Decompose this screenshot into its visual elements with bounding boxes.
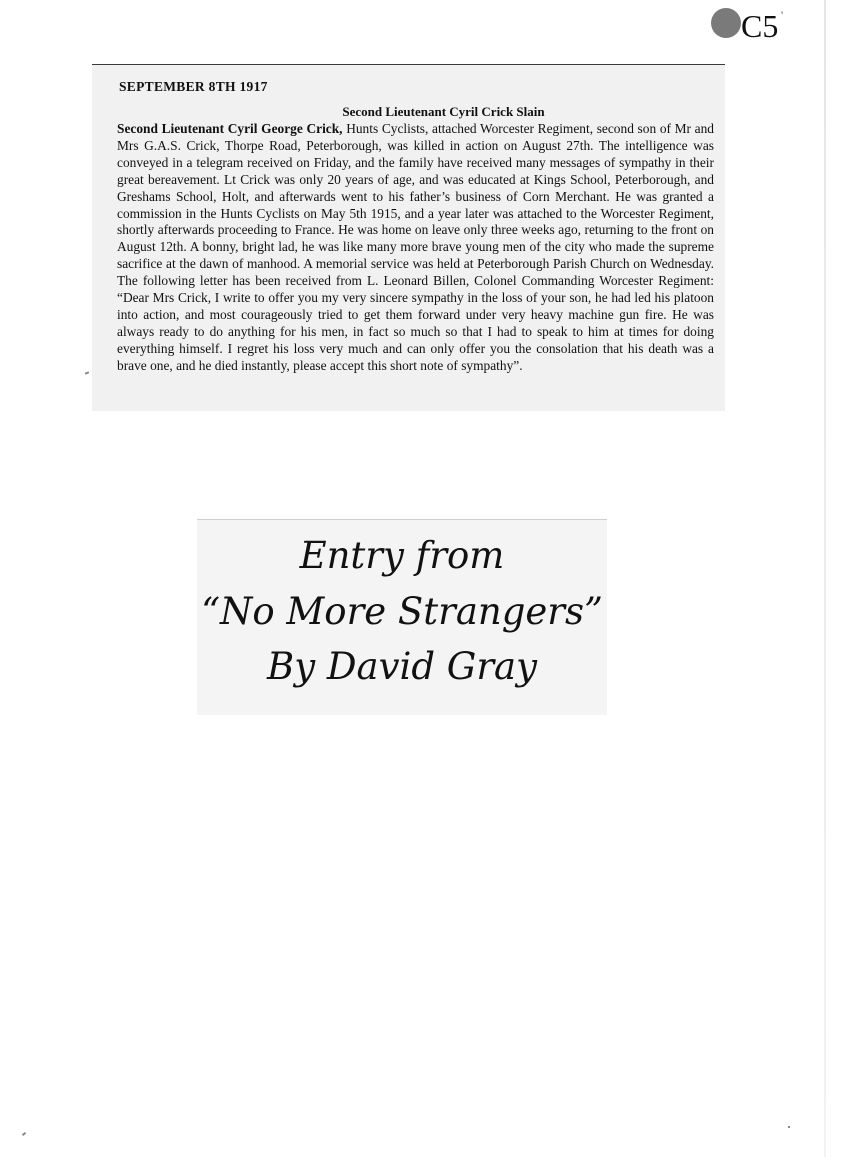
clipping-date: SEPTEMBER 8TH 1917 <box>119 79 268 94</box>
paper-speck <box>788 1126 790 1128</box>
caption-line-author: By David Gray <box>267 645 537 688</box>
page-edge <box>824 0 826 1157</box>
caption-line-title: “No More Strangers” <box>201 590 603 633</box>
reference-mark: ' <box>781 8 784 22</box>
reference-code: C5 <box>741 8 779 44</box>
caption-line-entry: Entry from <box>299 534 505 577</box>
newspaper-clipping <box>92 64 725 411</box>
paper-speck <box>22 1132 26 1136</box>
clipping-body <box>117 121 714 375</box>
clipping-headline: Second Lieutenant Cyril Crick Slain <box>342 104 545 119</box>
clipping-text: Hunts Cyclists, attached Worcester Regiment, second son of Mr and Mrs G.A.S. Crick, Thorpe Road, Peterborough, was killed in action on August 27th. The intelligence was conveyed in a telegram received on Friday, and the family have received many messages of sympathy in their great bereavement. Lt Crick was only 20 years of age, and was educated at Kings School, Peterborough, and Greshams School, Holt, and afterwards went to his father’s business of Corn Merchant. He was granted a commission in the Hunts Cyclists on May 5th 1915, and a year later was attached to the Worcester Regiment, shortly afterwards proceeding to France. He was home on leave only three weeks ago, returning to the front on August 12th. A bonny, bright lad, he was like many more brave young men of the city who made the supreme sacrifice at the dawn of manhood. A memorial service was held at Peterborough Parish Church on Wednesday. The following letter has been received from L. Leonard Billen, Colonel Commanding Worcester Regiment: “Dear Mrs Crick, I write to offer you my very sincere sympathy in the loss of your son, he had led his platoon into action, and most courageously tried to get them forward under very heavy machine gun fire. He was always ready to do anything for his men, in fact so much so that I had to speak to him at times for doing everything himself. I regret his loss very much and can only offer you the consolation that his death was a brave one, and he died instantly, please accept this short note of sympathy”. <box>117 121 714 373</box>
reference-dot <box>711 8 741 38</box>
clipping-lead: Second Lieutenant Cyril George Crick, <box>117 121 343 136</box>
paper-speck <box>85 371 89 374</box>
caption-box <box>197 519 607 715</box>
